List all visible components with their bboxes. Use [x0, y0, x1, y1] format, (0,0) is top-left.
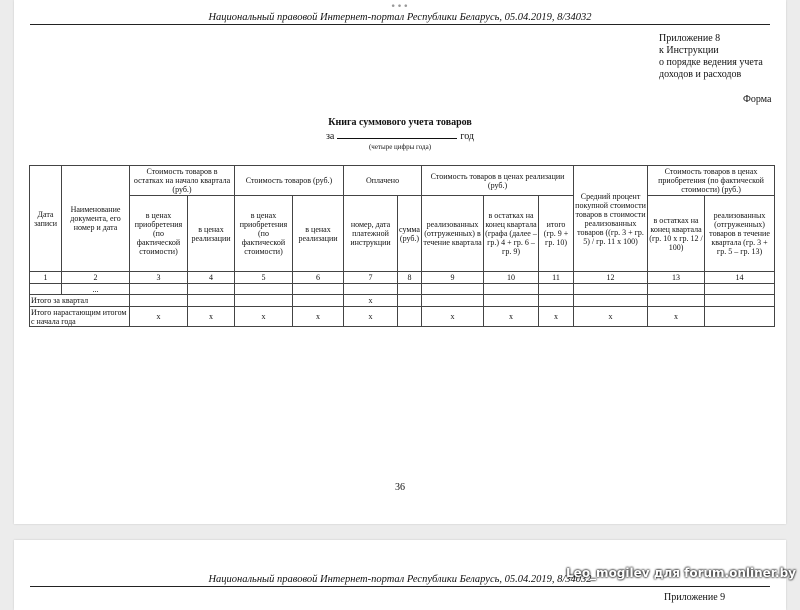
- cell: [293, 295, 344, 307]
- cell: [539, 284, 574, 295]
- cell: [705, 307, 775, 327]
- col-num: 10: [484, 272, 539, 284]
- year-prefix: за: [325, 131, 335, 142]
- col-num: 3: [130, 272, 188, 284]
- portal-header: Национальный правовой Интернет-портал Республики Беларусь, 05.04.2019, 8/34032: [30, 574, 770, 587]
- appendix-line: о порядке ведения учета: [659, 57, 763, 68]
- cell: [539, 295, 574, 307]
- cell: [30, 284, 62, 295]
- cell: [648, 284, 705, 295]
- subheader-8: сумма (руб.): [398, 196, 422, 272]
- cell: [398, 284, 422, 295]
- subheader-3: в ценах приобретения (по фактической стоимости): [130, 196, 188, 272]
- cell: [188, 295, 235, 307]
- cell: [398, 295, 422, 307]
- cell: [398, 307, 422, 327]
- col-num: 5: [235, 272, 293, 284]
- cell: [235, 284, 293, 295]
- col-num: 2: [62, 272, 130, 284]
- appendix-line: Приложение 8: [659, 33, 721, 44]
- header-date: Дата записи: [30, 166, 62, 272]
- form-label: Форма: [743, 94, 772, 105]
- year-blank: [337, 129, 457, 139]
- cell: x: [293, 307, 344, 327]
- cell: [293, 284, 344, 295]
- subheader-10: в остатках на конец квартала (графа (далее – гр.) 4 + гр. 6 – гр. 9): [484, 196, 539, 272]
- page-number: 36: [395, 482, 405, 493]
- cell: x: [130, 307, 188, 327]
- col-num: 13: [648, 272, 705, 284]
- cell: [235, 295, 293, 307]
- header-paid: Оплачено: [344, 166, 422, 196]
- header-sale-prices: Стоимость товаров в ценах реализации (руб.): [422, 166, 574, 196]
- page-menu-dots[interactable]: •••: [390, 2, 410, 12]
- cell: [188, 284, 235, 295]
- col-num: 14: [705, 272, 775, 284]
- col-num: 9: [422, 272, 484, 284]
- appendix-note: [659, 33, 763, 81]
- cell: [344, 284, 398, 295]
- cell: x: [484, 307, 539, 327]
- cell: x: [188, 307, 235, 327]
- cumulative-total-label: Итого нарастающим итогом с начала года: [30, 307, 130, 327]
- cell: [484, 295, 539, 307]
- year-hint: (четыре цифры года): [368, 143, 432, 151]
- cell: [648, 295, 705, 307]
- subheader-4: в ценах реализации: [188, 196, 235, 272]
- cell: [574, 295, 648, 307]
- cell: [422, 284, 484, 295]
- year-line: [14, 129, 786, 142]
- appendix-line: доходов и расходов: [659, 69, 742, 80]
- header-sale-fact: Стоимость товаров в ценах приобретения (по фактической стоимости) (руб.): [648, 166, 775, 196]
- header-document: Наименование документа, его номер и дата: [62, 166, 130, 272]
- ellipsis-row: [30, 284, 775, 295]
- cell: [574, 284, 648, 295]
- cell: [705, 295, 775, 307]
- header-goods-value: Стоимость товаров (руб.): [235, 166, 344, 196]
- col-num: 1: [30, 272, 62, 284]
- cell: x: [235, 307, 293, 327]
- cell: x: [344, 295, 398, 307]
- subheader-9: реализованных (отгруженных) в течение квартала: [422, 196, 484, 272]
- cell: x: [344, 307, 398, 327]
- cell: [130, 295, 188, 307]
- ledger-table: [29, 165, 775, 327]
- subheader-13: в остатках на конец квартала (гр. 10 х гр. 12 / 100): [648, 196, 705, 272]
- header-avg-percent: Средний процент покупной стоимости товаров в стоимости реализованных товаров ((гр. 3 + гр. 5) / гр. 11 x 100): [574, 166, 648, 272]
- cell: [484, 284, 539, 295]
- quarter-total-label: Итого за квартал: [30, 295, 130, 307]
- document-title: Книга суммового учета товаров: [328, 117, 472, 128]
- col-num: 8: [398, 272, 422, 284]
- header-stock-start: Стоимость товаров в остатках на начало квартала (руб.): [130, 166, 235, 196]
- subheader-7: номер, дата платежной инструкции: [344, 196, 398, 272]
- subheader-11: итого (гр. 9 + гр. 10): [539, 196, 574, 272]
- appendix-note-next: Приложение 9: [664, 592, 726, 603]
- subheader-14: реализованных (отгруженных) товаров в течение квартала (гр. 3 + гр. 5 – гр. 13): [705, 196, 775, 272]
- document-page: [14, 0, 786, 524]
- appendix-line: к Инструкции: [659, 45, 719, 56]
- col-num: 6: [293, 272, 344, 284]
- portal-header: Национальный правовой Интернет-портал Республики Беларусь, 05.04.2019, 8/34032: [30, 12, 770, 25]
- cell: x: [648, 307, 705, 327]
- column-number-row: [30, 272, 775, 284]
- subheader-6: в ценах реализации: [293, 196, 344, 272]
- year-suffix: год: [460, 131, 475, 142]
- cell: x: [539, 307, 574, 327]
- subheader-5: в ценах приобретения (по фактической стоимости): [235, 196, 293, 272]
- cell: x: [422, 307, 484, 327]
- cell: ...: [62, 284, 130, 295]
- col-num: 12: [574, 272, 648, 284]
- col-num: 11: [539, 272, 574, 284]
- cell: [130, 284, 188, 295]
- quarter-total-row: [30, 295, 775, 307]
- watermark: Leo_mogilev для forum.onliner.by: [566, 566, 796, 580]
- col-num: 7: [344, 272, 398, 284]
- cell: x: [574, 307, 648, 327]
- col-num: 4: [188, 272, 235, 284]
- cumulative-total-row: [30, 307, 775, 327]
- cell: [422, 295, 484, 307]
- cell: [705, 284, 775, 295]
